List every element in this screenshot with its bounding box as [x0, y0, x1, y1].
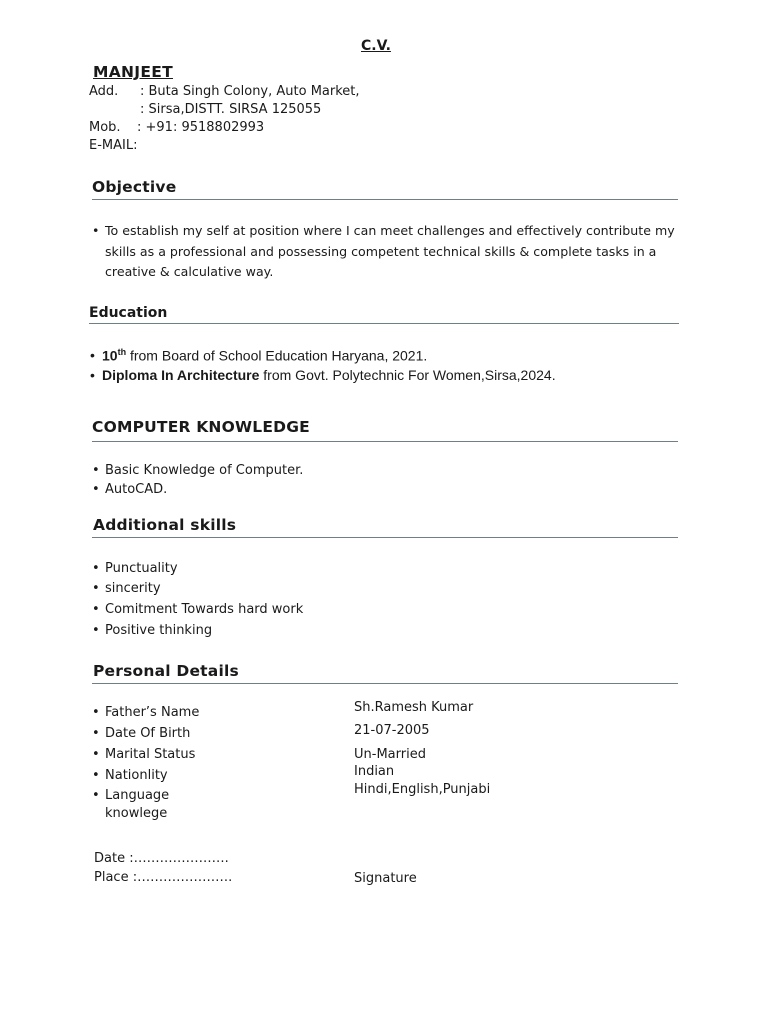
additional-skills-divider — [92, 537, 678, 538]
document-title: C.V. — [361, 38, 391, 54]
objective-text: To establish my self at position where I can meet challenges and effectively contribute my skills as a professional and possessing competent technical skills & complete tasks in a creative & calculative way. — [105, 223, 675, 279]
additional-skills-heading: Additional skills — [93, 516, 237, 534]
education-item-1-detail: from Board of School Education Haryana, 2021. — [126, 347, 428, 364]
education-heading: Education — [89, 305, 168, 321]
personal-value: 21-07-2005 — [354, 723, 430, 738]
personal-details-heading: Personal Details — [93, 662, 239, 680]
personal-value: Sh.Ramesh Kumar — [354, 700, 474, 715]
education-item-1-suffix: th — [117, 347, 127, 357]
address-line-2: : Sirsa,DISTT. SIRSA 125055 — [140, 102, 322, 117]
personal-value: Indian — [354, 764, 395, 779]
mobile-value: : +91: 9518802993 — [137, 120, 265, 135]
objective-divider — [92, 199, 678, 200]
computer-knowledge-divider — [92, 441, 678, 442]
education-item-2-title: Diploma In Architecture — [102, 367, 260, 383]
education-item-1-level: 10 — [102, 347, 118, 364]
personal-label-continuation: knowlege — [105, 806, 168, 821]
address-label: Add. — [89, 84, 119, 99]
personal-value: Un-Married — [354, 747, 426, 762]
education-divider — [89, 323, 679, 324]
computer-knowledge-heading: COMPUTER KNOWLEDGE — [92, 418, 310, 436]
personal-details-divider — [92, 683, 678, 684]
bullet-icon: • — [92, 223, 100, 238]
mobile-label: Mob. — [89, 120, 121, 135]
objective-heading: Objective — [92, 178, 177, 196]
candidate-name: MANJEET — [93, 63, 174, 81]
objective-item — [92, 221, 682, 283]
signature-label: Signature — [354, 871, 417, 886]
personal-value: Hindi,English,Punjabi — [354, 782, 491, 797]
date-line: Date :…………………. — [94, 851, 229, 866]
address-line-1: : Buta Singh Colony, Auto Market, — [140, 84, 360, 99]
email-label: E-MAIL: — [89, 138, 138, 153]
education-item-2-detail: from Govt. Polytechnic For Women,Sirsa,2024. — [259, 367, 556, 383]
place-line: Place :…………………. — [94, 870, 233, 885]
